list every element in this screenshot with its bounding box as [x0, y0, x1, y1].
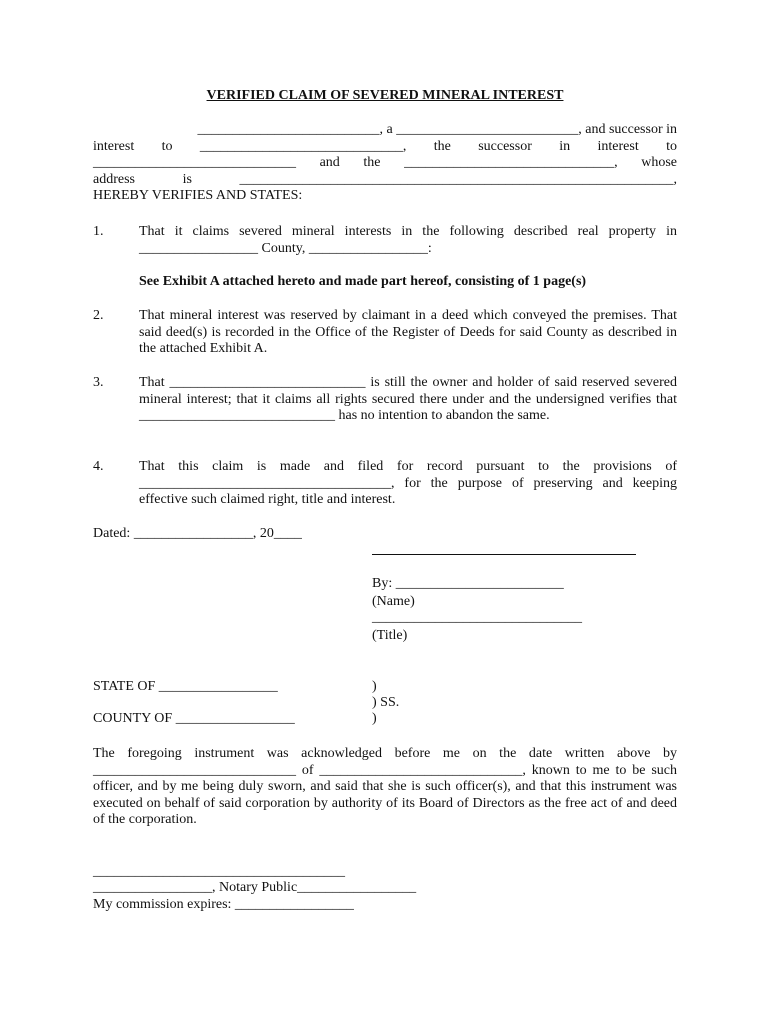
intro-line-5: HEREBY VERIFIES AND STATES: — [93, 188, 303, 203]
notary-public-line: _________________, Notary Public_________________ — [93, 880, 417, 895]
signature-name-label: (Name) — [372, 594, 415, 609]
signature-title-label: (Title) — [372, 628, 408, 643]
intro-word: successor — [478, 138, 532, 154]
intro-line-2 — [93, 139, 677, 156]
state-of-line: STATE OF _________________ — [93, 679, 278, 694]
item-number: 3. — [93, 375, 104, 390]
venue-paren-bottom: ) — [372, 711, 377, 726]
intro-blank: _____________________________, — [199, 138, 407, 154]
intro-blank: _____________________________ — [93, 155, 296, 170]
item-text: That ____________________________ is still the owner and holder of said reserved severed mineral interest; that it claims all rights secured there under and the undersigned verifies that ____________________________ has no intention to abandon the same. — [139, 375, 677, 423]
intro-word: the — [433, 138, 451, 154]
acknowledgment-paragraph: The foregoing instrument was acknowledged before me on the date written above by _____________________________ of _____________________________, known to me to be such officer, and by me being duly sworn, and said that she is such officer(s), and that this instrument was executed on behalf of said corporation by authority of its Board of Directors as the free act of and deed of the corporation. — [93, 746, 677, 827]
intro-word: the — [363, 155, 381, 170]
signature-title-line: ______________________________ — [372, 610, 582, 625]
item-number: 1. — [93, 224, 104, 239]
intro-line-3 — [93, 155, 677, 172]
document-title: VERIFIED CLAIM OF SEVERED MINERAL INTEREST — [206, 88, 564, 103]
venue-ss: ) SS. — [372, 695, 400, 710]
intro-word: to — [161, 138, 173, 154]
intro-word: and — [319, 155, 340, 170]
item-text: That it claims severed mineral interests in the following described real property in _________________ County, _________________: — [139, 224, 677, 256]
intro-word: to — [666, 138, 677, 154]
intro-word: interest — [597, 138, 639, 154]
item-text: That mineral interest was reserved by claimant in a deed which conveyed the premises. That said deed(s) is recorded in the Office of the Register of Deeds for said County as described in the attached Exhibit A. — [139, 308, 677, 356]
county-of-line: COUNTY OF _________________ — [93, 711, 295, 726]
item-text: That this claim is made and filed for record pursuant to the provisions of ____________________________________, for the purpose of preserving and keeping effective such claimed right, title and interest. — [139, 459, 677, 507]
item-number: 2. — [93, 308, 104, 323]
venue-paren-top: ) — [372, 679, 377, 694]
intro-line-4 — [93, 172, 677, 189]
signature-line — [372, 554, 636, 555]
intro-blank: ______________________________, — [404, 155, 618, 170]
intro-word: is — [182, 171, 192, 187]
dated-line: Dated: _________________, 20____ — [93, 526, 302, 541]
intro-word: address — [93, 171, 135, 187]
intro-blank: ______________________________________________________________, — [239, 171, 677, 187]
signature-by: By: ________________________ — [372, 576, 564, 591]
intro-word: in — [559, 138, 571, 154]
notary-signature-line: ____________________________________ — [93, 864, 345, 879]
exhibit-note: See Exhibit A attached hereto and made part hereof, consisting of 1 page(s) — [139, 274, 587, 289]
intro-word: whose — [641, 155, 677, 170]
intro-line-1: __________________________, a __________________________, and successor in — [197, 122, 677, 137]
intro-paragraph — [93, 122, 677, 205]
intro-word: interest — [93, 138, 135, 154]
item-number: 4. — [93, 459, 104, 474]
commission-expires-line: My commission expires: _________________ — [93, 897, 354, 912]
